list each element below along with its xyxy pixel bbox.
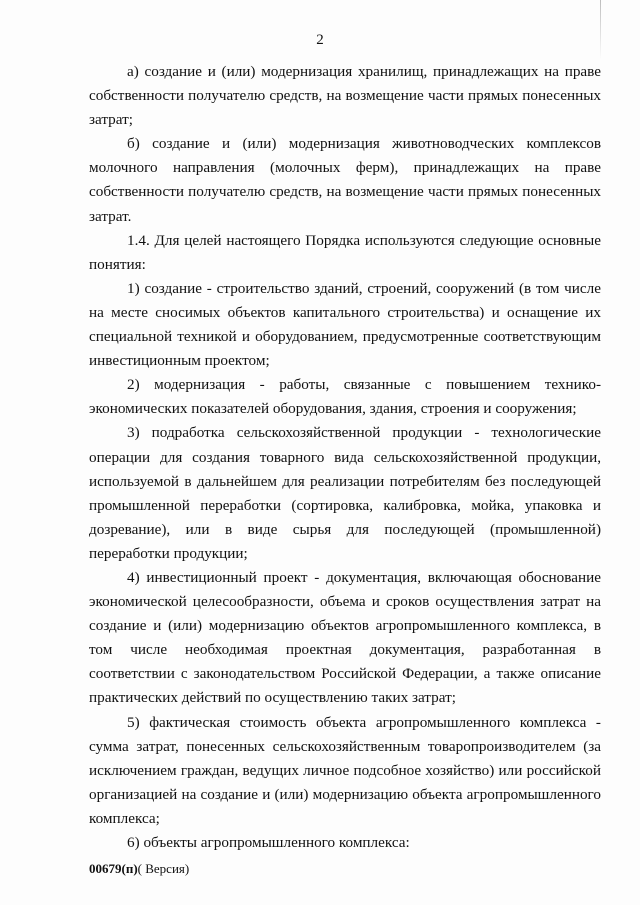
document-code: 00679(п) bbox=[89, 861, 138, 876]
document-version: ( Версия) bbox=[137, 861, 190, 876]
paragraph-definition-3: 3) подработка сельскохозяйственной продукции - технологические операции для создания товарного вида сельскохозяйственной продукции, используемой в дальнейшем для реализации потребителям без последующей промышленной переработки (сортировка, калибровка, мойка, упаковка и дозревание), или в виде сырья для последующей (промышленной) переработки продукции; bbox=[89, 424, 601, 562]
document-footer bbox=[89, 861, 189, 877]
paragraph-definition-2: 2) модернизация - работы, связанные с повышением технико-экономических показателей оборудования, здания, строения и сооружения; bbox=[89, 376, 601, 418]
paragraph-definition-6: 6) объекты агропромышленного комплекса: bbox=[127, 834, 410, 851]
document-body bbox=[89, 60, 601, 855]
paragraph-definition-5: 5) фактическая стоимость объекта агропромышленного комплекса - сумма затрат, понесенных сельскохозяйственным товаропроизводителем (за исключением граждан, ведущих личное подсобное хозяйство) или российской организацией на создание и (или) модернизацию объекта агропромышленного комплекса; bbox=[89, 713, 601, 827]
paragraph-definition-1: 1) создание - строительство зданий, строений, сооружений (в том числе на месте сносимых объектов капитального строительства) и оснащение их специальной техникой и оборудованием, предусмотренные соответствующим инвестиционным проектом; bbox=[89, 279, 601, 370]
paragraph-definition-4: 4) инвестиционный проект - документация, включающая обоснование экономической целесообразности, объема и сроков осуществления затрат на создание и (или) модернизацию объектов агропромышленного комплекса, в том числе необходимая проектная документация, разработанная в соответствии с законодательством Российской Федерации, а также описание практических действий по осуществлению таких затрат; bbox=[89, 568, 601, 707]
page-number: 2 bbox=[316, 32, 324, 48]
paragraph-section-1-4: 1.4. Для целей настоящего Порядка используются следующие основные понятия: bbox=[89, 231, 601, 273]
paragraph-item-b: б) создание и (или) модернизация животноводческих комплексов молочного направления (молочных ферм), принадлежащих на праве собственности получателю средств, на возмещение части прямых понесенных затрат. bbox=[89, 135, 601, 225]
paragraph-item-a: а) создание и (или) модернизация хранилищ, принадлежащих на праве собственности получателю средств, на возмещение части прямых понесенных затрат; bbox=[89, 63, 601, 129]
scan-edge-mark bbox=[600, 0, 601, 60]
